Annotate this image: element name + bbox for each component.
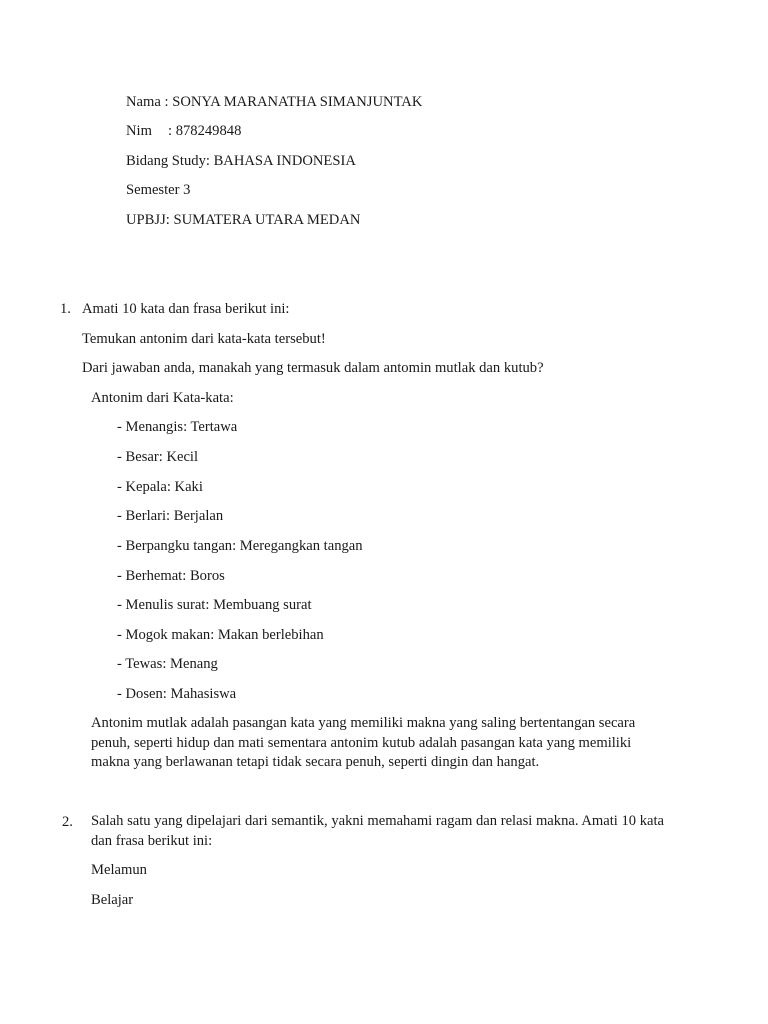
list-item: Melamun — [91, 862, 147, 878]
student-nim — [126, 122, 241, 140]
list-item: - Besar: Kecil — [117, 449, 199, 465]
question-2-text: Salah satu yang dipelajari dari semantik, yakni memahami ragam dan relasi makna. Amati 10 kata dan frasa berikut ini: — [91, 813, 665, 849]
question-1-line-3: Dari jawaban anda, manakah yang termasuk dalam antomin mutlak dan kutub? — [82, 360, 544, 376]
list-item: - Berlari: Berjalan — [117, 508, 224, 524]
nim-value: : 878249848 — [168, 123, 242, 139]
question-1-number: 1. — [60, 301, 71, 317]
student-name: Nama : SONYA MARANATHA SIMANJUNTAK — [126, 94, 423, 110]
list-item: - Menangis: Tertawa — [117, 419, 238, 435]
upbjj: UPBJJ: SUMATERA UTARA MEDAN — [126, 212, 361, 228]
list-item: Belajar — [91, 892, 134, 908]
list-item: - Berhemat: Boros — [117, 568, 225, 584]
semester: Semester 3 — [126, 182, 191, 198]
antonym-list-title: Antonim dari Kata-kata: — [91, 390, 234, 406]
study-field: Bidang Study: BAHASA INDONESIA — [126, 153, 356, 169]
list-item: - Dosen: Mahasiswa — [117, 686, 237, 702]
nim-label: Nim — [126, 123, 152, 139]
antonym-explanation: Antonim mutlak adalah pasangan kata yang memiliki makna yang saling bertentangan secara penuh, seperti hidup dan mati sementara antonim kutub adalah pasangan kata yang memiliki makna yang berlawanan tetapi tidak secara penuh, seperti dingin dan hangat. — [91, 715, 636, 770]
question-1-line-2: Temukan antonim dari kata-kata tersebut! — [82, 331, 326, 347]
list-item: - Menulis surat: Membuang surat — [117, 597, 312, 613]
list-item: - Tewas: Menang — [117, 656, 218, 672]
question-1-line-1: Amati 10 kata dan frasa berikut ini: — [82, 301, 290, 317]
list-item: - Kepala: Kaki — [117, 479, 203, 495]
list-item: - Mogok makan: Makan berlebihan — [117, 627, 324, 643]
question-2-number: 2. — [62, 814, 73, 830]
list-item: - Berpangku tangan: Meregangkan tangan — [117, 538, 363, 554]
